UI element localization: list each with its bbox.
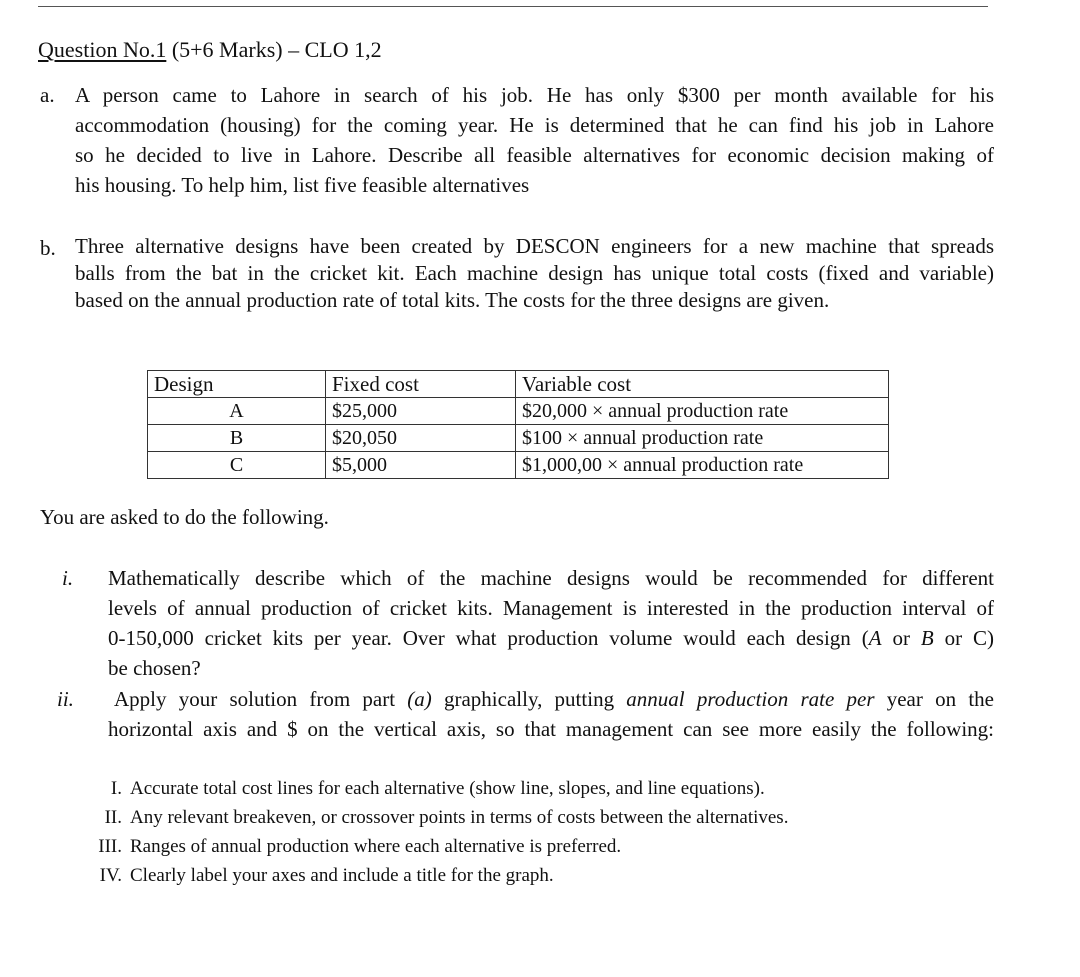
part-b-line-1: Three alternative designs have been created by DESCON engineers for a new machine that spreads [75,234,994,258]
list-item: II. Any relevant breakeven, or crossover points in terms of costs between the alternatives. [104,807,789,828]
part-a-label: a. [40,83,55,107]
table-header-row [148,371,889,398]
fixed-cost-cell: $20,050 [326,425,516,452]
part-a-line-2: accommodation (housing) for the coming year. He is determined that he can find his job in Lahore [75,113,994,137]
variable-cost-cell: $20,000 × annual production rate [516,398,889,425]
part-a-text [75,80,994,200]
instruction-text: You are asked to do the following. [40,505,329,529]
part-b-line-3: based on the annual production rate of total kits. The costs for the three designs are given. [75,288,830,312]
part-a-line-1: A person came to Lahore in search of his job. He has only $300 per month available for his [75,83,994,107]
task-ii-line-1: Apply your solution from part (a) graphically, putting annual production rate per year on the [114,687,994,711]
part-b-label: b. [40,236,56,260]
variable-cost-cell: $1,000,00 × annual production rate [516,452,889,479]
table-row [148,398,889,425]
list-item: IV. Clearly label your axes and include a title for the graph. [99,865,554,886]
part-a-line-4: his housing. To help him, list five feasible alternatives [75,173,530,197]
header-design: Design [148,371,326,398]
table-row [148,425,889,452]
task-i-label: i. [62,566,74,590]
task-i-line-2: levels of annual production of cricket kits. Management is interested in the production interval of [108,596,994,620]
fixed-cost-cell: $5,000 [326,452,516,479]
list-item: III. Ranges of annual production where each alternative is preferred. [98,836,622,857]
task-i-line-3: 0-150,000 cricket kits per year. Over what production volume would each design (A or B or C) [108,626,994,650]
list-item: I. Accurate total cost lines for each alternative (show line, slopes, and line equations). [110,778,765,799]
part-b-line-2: balls from the bat in the cricket kit. Each machine design has unique total costs (fixed and variable) [75,261,994,285]
task-ii-label: ii. [57,687,74,711]
design-cell: A [148,398,326,425]
question-title [38,36,382,64]
requirements-list [92,774,788,890]
task-i-line-1: Mathematically describe which of the machine designs would be recommended for different [108,566,994,590]
question-number: Question No.1 [38,37,167,62]
part-a-line-3: so he decided to live in Lahore. Describe all feasible alternatives for economic decision making of [75,143,994,167]
fixed-cost-cell: $25,000 [326,398,516,425]
task-ii-text [108,684,994,744]
question-marks: (5+6 Marks) – CLO 1,2 [166,37,382,62]
variable-cost-cell: $100 × annual production rate [516,425,889,452]
design-cost-table [147,370,889,479]
part-b-text [75,233,994,314]
task-ii-line-2: horizontal axis and $ on the vertical axis, so that management can see more easily the following: [108,717,994,741]
header-variable-cost: Variable cost [516,371,889,398]
design-cell: B [148,425,326,452]
table-row [148,452,889,479]
task-i-text [108,563,994,683]
design-cell: C [148,452,326,479]
top-rule [38,6,988,7]
header-fixed-cost: Fixed cost [326,371,516,398]
task-i-line-4: be chosen? [108,656,201,680]
